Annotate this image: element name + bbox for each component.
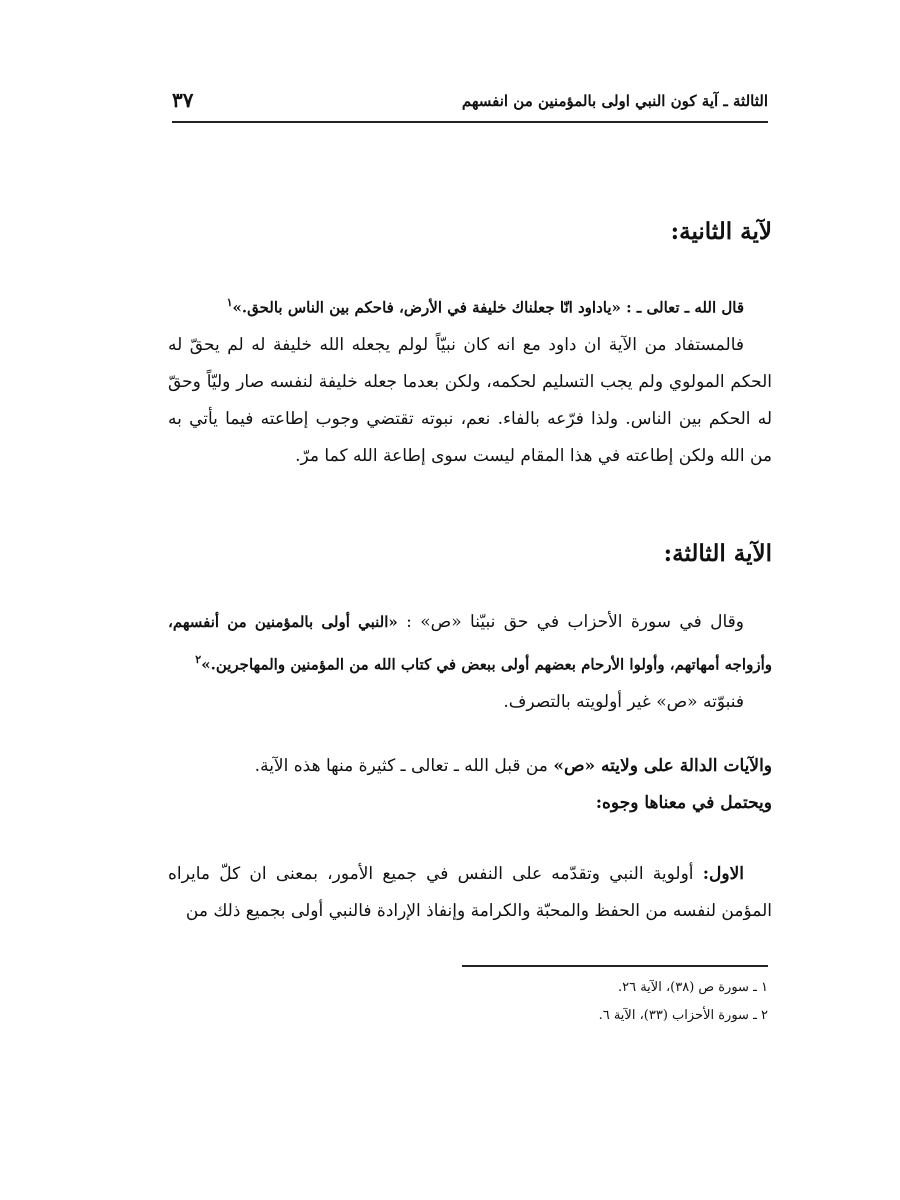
third-verse-quote-paragraph <box>168 604 772 684</box>
prophethood-sentence <box>168 684 772 721</box>
second-verse-quote: قال الله ـ تعالى ـ : «ياداود انّا جعلناك خليفة في الأرض، فاحكم بين الناس بالحق.» <box>232 298 744 317</box>
footnotes <box>599 974 768 1030</box>
evidence-block <box>168 748 772 822</box>
third-verse-lead: وقال في سورة الأحزاب في حق نبيّنا «ص» : <box>397 612 744 632</box>
third-verse-quote: «النبي أولى بالمؤمنين من أنفسهم، وأزواجه أمهاتهم، وأولوا الأرحام بعضهم أولى ببعض في كتاب الله من المؤمنين والمهاجرين.» <box>168 613 772 674</box>
first-meaning-paragraph <box>168 856 772 930</box>
footnote-marker-2: ٢ <box>195 653 202 666</box>
evidence-paragraph <box>168 748 772 785</box>
footnote-2: ٢ ـ سورة الأحزاب (٣٣)، الآية ٦. <box>598 1008 768 1023</box>
footnote-rule <box>462 965 768 967</box>
first-meaning-text: أولوية النبي وتقدّمه على النفس في جميع الأمور، بمعنى ان كلّ مايراه المؤمن لنفسه من الحفظ والمحبّة والكرامة وإنفاذ الإرادة فالنبي أولى بجميع ذلك من <box>168 864 772 921</box>
second-verse-commentary-text: فالمستفاد من الآية ان داود مع انه كان نبيّاً لولم يجعله الله خليفة له لم يحقّ له الحكم المولوي ولم يجب التسليم لحكمه، ولكن بعدما جعله خليفة لنفسه صار وليّاً وحقّ له الحكم بين الناس. ولذا فرّعه بالفاء. نعم، نبوته تقتضي وجوب إطاعته فيما يأتي به من الله ولكن إطاعته في هذا المقام ليست سوى إطاعة الله كما مرّ. <box>168 334 772 466</box>
second-verse-body <box>168 284 772 475</box>
second-verse-quote-paragraph <box>168 284 772 327</box>
running-header-title: الثالثة ـ آية كون النبي اولى بالمؤمنين من انفسهم <box>461 92 768 110</box>
heading-second-verse: لآية الثانية: <box>670 218 772 245</box>
first-meaning-block <box>168 856 772 930</box>
heading-third-verse: الآية الثالثة: <box>663 540 772 567</box>
prophethood-sentence-text: فنبوّته «ص» غير أولويته بالتصرف. <box>503 691 744 712</box>
header-rule <box>172 121 768 123</box>
first-meaning-label: الاول: <box>702 864 744 884</box>
page-number: ٣٧ <box>172 88 194 112</box>
third-verse-body <box>168 604 772 721</box>
second-verse-commentary <box>168 327 772 475</box>
footnote-1: ١ ـ سورة ص (٣٨)، الآية ٢٦. <box>617 980 768 995</box>
meanings-intro: ويحتمل في معناها وجوه: <box>595 793 772 813</box>
evidence-rest: من قبل الله ـ تعالى ـ كثيرة منها هذه الآية. <box>254 756 554 776</box>
footnote-marker-1: ١ <box>226 296 233 309</box>
evidence-lead: والآيات الدالة على ولايته «ص» <box>553 756 772 776</box>
running-header <box>172 88 768 118</box>
